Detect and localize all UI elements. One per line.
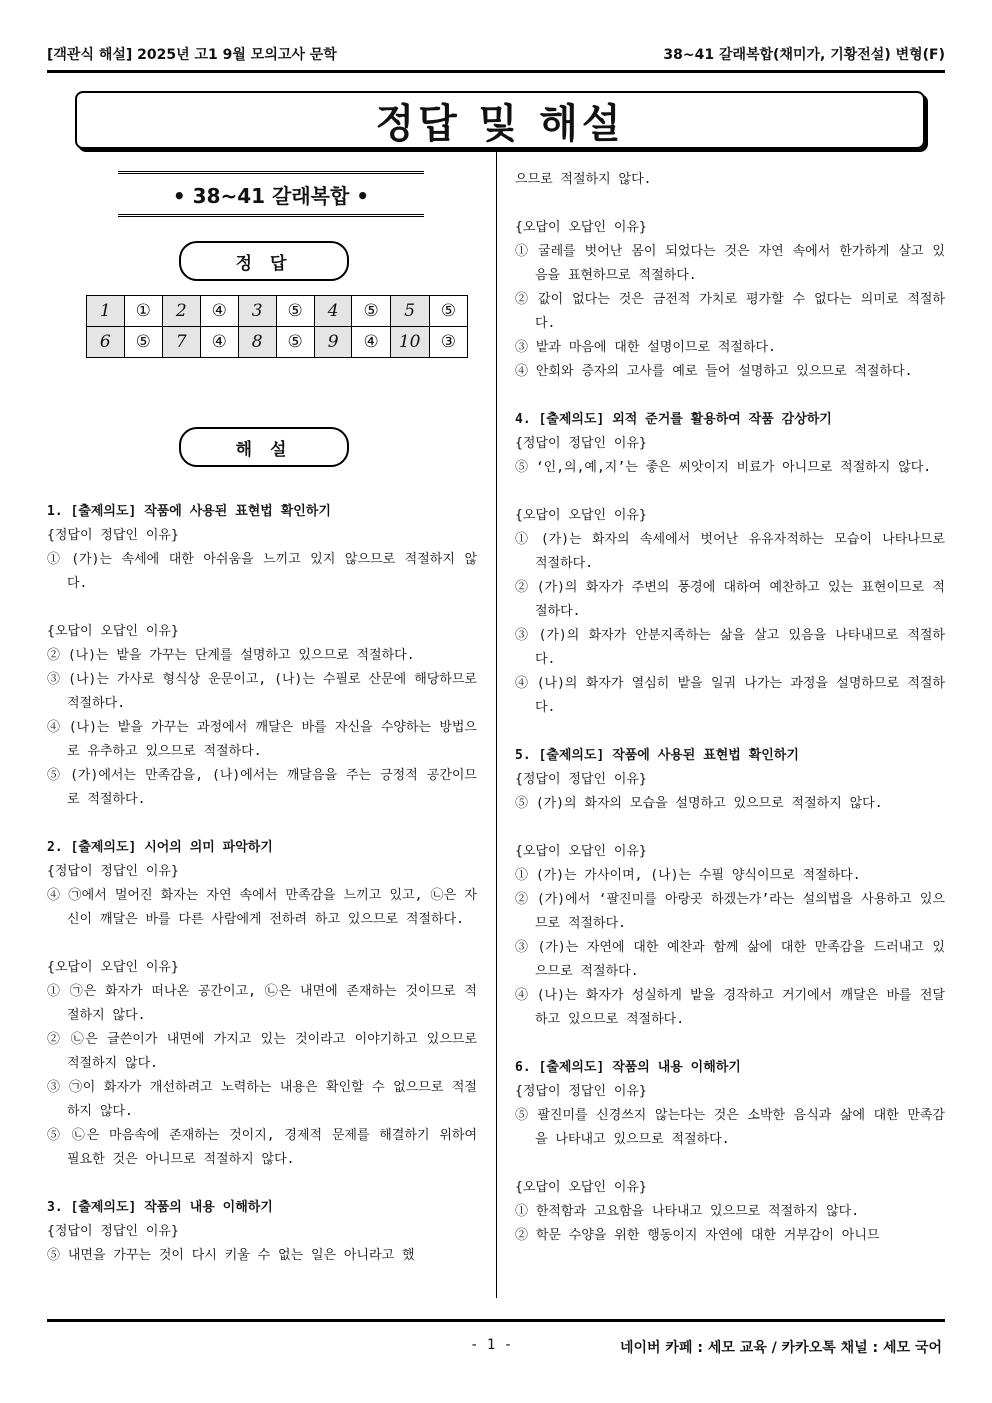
explanation-item: ④ (나)는 화자가 성실하게 밭을 경작하고 거기에서 깨달은 바를 전달하고 있으므로 적절하다. [515, 988, 945, 1027]
explanation-item: ⑤ (가)의 화자의 모습을 설명하고 있으므로 적절하지 않다. [515, 796, 883, 811]
question-heading: 6. [출제의도] 작품의 내용 이해하기 [515, 1060, 741, 1075]
explanation-item: ① (가)는 가사이며, (나)는 수필 양식이므로 적절하다. [515, 868, 861, 883]
paragraph-gap [515, 384, 945, 408]
answer-table [86, 295, 468, 358]
explanation-subhead: {오답이 오답인 이유} [515, 220, 647, 235]
explanation-item: ① (가)는 화자의 속세에서 벗어난 유유자적하는 모습이 나타나므로 적절하다. [515, 532, 945, 571]
question-heading: 3. [출제의도] 작품의 내용 이해하기 [47, 1200, 273, 1215]
explanation-subhead: {정답이 정답인 이유} [515, 1084, 647, 1099]
header-left: [객관식 해설] 2025년 고1 9월 모의고사 문학 [47, 47, 337, 63]
explanation-item: ⑤ ‘인,의,예,지’는 좋은 씨앗이지 비료가 아니므로 적절하지 않다. [515, 460, 932, 475]
question-number: 8 [238, 327, 276, 358]
header-rule [47, 70, 945, 73]
answer-value: ① [124, 296, 162, 327]
explanation-item: ① (가)는 속세에 대한 아쉬움을 느끼고 있지 않으므로 적절하지 않다. [47, 552, 477, 591]
answer-value: ④ [352, 327, 390, 358]
explanation-item: ③ (가)는 자연에 대한 예찬과 함께 삶에 대한 만족감을 드러내고 있으므로 적절하다. [515, 940, 945, 979]
explanation-item: ① 굴레를 벗어난 몸이 되었다는 것은 자연 속에서 한가하게 살고 있음을 표현하므로 적절하다. [515, 244, 945, 283]
question-number: 10 [390, 327, 429, 358]
explanation-item: ③ (나)는 가사로 형식상 운문이고, (나)는 수필로 산문에 해당하므로 적절하다. [47, 672, 477, 711]
question-number: 3 [238, 296, 276, 327]
answer-value: ④ [200, 327, 238, 358]
explanation-item: ③ (가)의 화자가 안분지족하는 삶을 살고 있음을 나타내므로 적절하다. [515, 628, 945, 667]
answer-label: 정 답 [179, 241, 349, 281]
question-number: 7 [162, 327, 200, 358]
question-heading: 5. [출제의도] 작품에 사용된 표현법 확인하기 [515, 748, 799, 763]
footer-rule [47, 1319, 945, 1322]
explanation-item: ⑤ (가)에서는 만족감을, (나)에서는 깨달음을 주는 긍정적 공간이므로 적절하다. [47, 768, 477, 807]
question-number: 6 [87, 327, 125, 358]
paragraph-gap [515, 816, 945, 840]
explanation-item: ⑤ 팔진미를 신경쓰지 않는다는 것은 소박한 음식과 삶에 대한 만족감을 나타내고 있으므로 적절하다. [515, 1108, 945, 1147]
paragraph-gap [515, 720, 945, 744]
page-title: 정답 및 해설 [75, 91, 925, 149]
explanation-subhead: {정답이 정답인 이유} [515, 436, 647, 451]
question-number: 5 [390, 296, 429, 327]
explanation-subhead: {정답이 정답인 이유} [47, 864, 179, 879]
right-column [515, 168, 945, 1248]
paragraph-gap [515, 480, 945, 504]
answer-value: ④ [200, 296, 238, 327]
explanation-label: 해 설 [179, 427, 349, 467]
paragraph-gap [47, 596, 477, 620]
answer-value: ⑤ [124, 327, 162, 358]
explanation-item: ② (나)는 밭을 가꾸는 단계를 설명하고 있으므로 적절하다. [47, 648, 415, 663]
column-divider [496, 150, 497, 1298]
explanation-subhead: {정답이 정답인 이유} [515, 772, 647, 787]
question-heading: 1. [출제의도] 작품에 사용된 표현법 확인하기 [47, 504, 331, 519]
explanation-subhead: {정답이 정답인 이유} [47, 528, 179, 543]
answer-row [87, 327, 468, 358]
question-heading: 2. [출제의도] 시어의 의미 파악하기 [47, 840, 273, 855]
explanation-item: ⑤ ㉡은 마음속에 존재하는 것이지, 경제적 문제를 해결하기 위하여 필요한 것은 아니므로 적절하지 않다. [47, 1128, 477, 1167]
paragraph-gap [47, 932, 477, 956]
answer-value: ③ [429, 327, 467, 358]
explanation-subhead: {오답이 오답인 이유} [47, 624, 179, 639]
question-heading: 4. [출제의도] 외적 준거를 활용하여 작품 감상하기 [515, 412, 832, 427]
explanation-item: ③ 밭과 마음에 대한 설명이므로 적절하다. [515, 340, 776, 355]
explanation-item: ④ ㉠에서 멀어진 화자는 자연 속에서 만족감을 느끼고 있고, ㉡은 자신이 깨달은 바를 다른 사람에게 전하려 하고 있으므로 적절하다. [47, 888, 477, 927]
paragraph-gap [47, 812, 477, 836]
explanation-subhead: {오답이 오답인 이유} [515, 844, 647, 859]
paragraph-gap [47, 1172, 477, 1196]
explanation-item: ② (가)에서 ‘팔진미를 아랑곳 하겠는가’라는 설의법을 사용하고 있으므로 적절하다. [515, 892, 945, 931]
explanation-subhead: {오답이 오답인 이유} [47, 960, 179, 975]
answer-value: ⑤ [352, 296, 390, 327]
left-column [47, 500, 477, 1268]
question-number: 2 [162, 296, 200, 327]
footer-credit: 네이버 카페 : 세모 교육 / 카카오톡 채널 : 세모 국어 [619, 1340, 942, 1356]
explanation-item: ④ (나)는 밭을 가꾸는 과정에서 깨달은 바를 자신을 수양하는 방법으로 유추하고 있으므로 적절하다. [47, 720, 477, 759]
explanation-item: ① ㉠은 화자가 떠나온 공간이고, ㉡은 내면에 존재하는 것이므로 적절하지 않다. [47, 984, 477, 1023]
explanation-subhead: {오답이 오답인 이유} [515, 508, 647, 523]
header-right: 38~41 갈래복합(채미가, 기황전설) 변형(F) [663, 47, 945, 63]
explanation-item: ② 값이 없다는 것은 금전적 가치로 평가할 수 없다는 의미로 적절하다. [515, 292, 945, 331]
page-number: - 1 - [470, 1337, 513, 1353]
explanation-item: 으므로 적절하지 않다. [515, 172, 652, 187]
question-number: 1 [87, 296, 125, 327]
explanation-item: ① 한적함과 고요함을 나타내고 있으므로 적절하지 않다. [515, 1204, 860, 1219]
explanation-subhead: {오답이 오답인 이유} [515, 1180, 647, 1195]
explanation-item: ② ㉡은 글쓴이가 내면에 가지고 있는 것이라고 이야기하고 있으므로 적절하지 않다. [47, 1032, 477, 1071]
answer-value: ⑤ [276, 296, 314, 327]
explanation-item: ③ ㉠이 화자가 개선하려고 노력하는 내용은 확인할 수 없으므로 적절하지 않다. [47, 1080, 477, 1119]
answer-value: ⑤ [429, 296, 467, 327]
question-number: 9 [314, 327, 352, 358]
paragraph-gap [515, 1152, 945, 1176]
question-number: 4 [314, 296, 352, 327]
explanation-subhead: {정답이 정답인 이유} [47, 1224, 179, 1239]
answer-row [87, 296, 468, 327]
explanation-item: ⑤ 내면을 가꾸는 것이 다시 키울 수 없는 일은 아니라고 했 [47, 1248, 415, 1263]
paragraph-gap [515, 192, 945, 216]
explanation-item: ② 학문 수양을 위한 행동이지 자연에 대한 거부감이 아니므 [515, 1228, 880, 1243]
explanation-item: ④ 안회와 증자의 고사를 예로 들어 설명하고 있으므로 적절하다. [515, 364, 913, 379]
section-title: • 38~41 갈래복합 • [118, 171, 424, 217]
paragraph-gap [515, 1032, 945, 1056]
answer-value: ⑤ [276, 327, 314, 358]
explanation-item: ② (가)의 화자가 주변의 풍경에 대하여 예찬하고 있는 표현이므로 적절하다. [515, 580, 945, 619]
explanation-item: ④ (나)의 화자가 열심히 밭을 일궈 나가는 과정을 설명하므로 적절하다. [515, 676, 945, 715]
